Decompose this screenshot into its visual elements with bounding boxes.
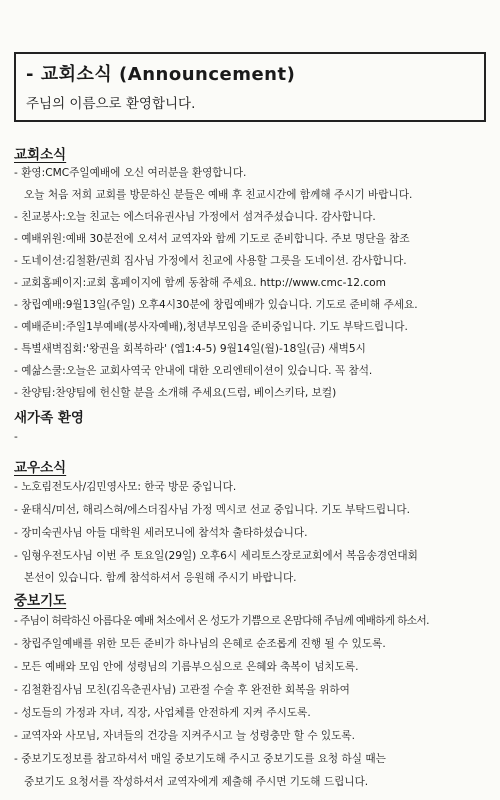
member-news-line: - 노호림전도사/김민영사모: 한국 방문 중입니다. xyxy=(14,481,237,493)
intercession-line: - 모든 예배와 모임 안에 성령님의 기름부으심으로 은혜와 축복이 넘치도록. xyxy=(14,661,359,673)
intercession-line: - 주님이 허락하신 아름다운 예배 처소에서 온 성도가 기쁨으로 온맘다해 주님께 예배하게 하소서. xyxy=(14,615,429,627)
intercession-line: - 김철환집사님 모친(김옥춘권사님) 고관절 수술 후 완전한 회복을 위하여 xyxy=(14,684,350,696)
section-title-new-family: 새가족 환영 xyxy=(14,410,84,426)
intercession-line: - 창립주일예배를 위한 모든 준비가 하나님의 은혜로 순조롭게 진행 될 수 있도록. xyxy=(14,638,386,650)
member-news-line: - 윤태식/미선, 해리스혀/에스더집사님 가정 멕시코 선교 중입니다. 기도 부탁드립니다. xyxy=(14,504,410,516)
church-news-line: - 찬양팀:찬양팀에 헌신할 분을 소개해 주세요(드럼, 베이스키타, 보컬) xyxy=(14,387,337,399)
church-news-line: - 예배준비:주일1부예배(봉사자예배),청년부모임을 준비중입니다. 기도 부탁드립니다. xyxy=(14,321,408,333)
section-title-church-news: 교회소식 xyxy=(14,147,67,163)
intercession-line: - 성도들의 가정과 자녀, 직장, 사업체를 안전하게 지켜 주시도록. xyxy=(14,707,311,719)
church-news-line: - 도네이션:김철환/권희 집사님 가정에서 친교에 사용할 그릇을 도네이션. 감사합니다. xyxy=(14,255,407,267)
church-news-line: - 특별새벽집회:'왕권을 회복하라' (엡1:4-5) 9월14일(월)-18일(금) 새벽5시 xyxy=(14,343,366,355)
member-news-line: 본선이 있습니다. 함께 참석하셔서 응원해 주시기 바랍니다. xyxy=(24,572,297,584)
welcome-subtitle: 주님의 이름으로 환영합니다. xyxy=(26,96,196,112)
section-title-intercession: 중보기도 xyxy=(14,593,67,609)
section-title-member-news: 교우소식 xyxy=(14,460,67,476)
page-title: - 교회소식 (Announcement) xyxy=(26,64,296,85)
intercession-line: - 교역자와 사모님, 자녀들의 건강을 지켜주시고 늘 성령충만 할 수 있도록. xyxy=(14,730,356,742)
church-news-line: - 친교봉사:오늘 친교는 에스더유권사님 가정에서 섬겨주셨습니다. 감사합니다. xyxy=(14,211,376,223)
church-news-line: - 교회홈페이지:교회 홈페이지에 함께 동참해 주세요. http://www.cmc-12.com xyxy=(14,277,386,289)
new-family-line: - xyxy=(14,431,18,443)
intercession-line: 중보기도 요청서를 작성하셔서 교역자에게 제출해 주시면 기도해 드립니다. xyxy=(24,776,369,788)
intercession-line: - 중보기도정보를 참고하셔서 매일 중보기도해 주시고 중보기도를 요청 하실 때는 xyxy=(14,753,386,765)
member-news-line: - 임형우전도사님 이번 주 토요일(29일) 오후6시 세리토스장로교회에서 복음송경연대회 xyxy=(14,550,418,562)
church-news-line: - 환영:CMC주일예배에 오신 여러분을 환영합니다. xyxy=(14,167,247,179)
member-news-line: - 장미숙권사님 아들 대학원 세러모니에 참석차 출타하셨습니다. xyxy=(14,527,308,539)
church-news-line: 오늘 처음 저희 교회를 방문하신 분들은 예배 후 친교시간에 함께해 주시기 바랍니다. xyxy=(24,189,413,201)
announcement-header-box xyxy=(14,52,486,122)
church-news-line: - 예삶스쿨:오늘은 교회사역국 안내에 대한 오리엔테이션이 있습니다. 꼭 참석. xyxy=(14,365,373,377)
church-news-line: - 창립예배:9월13일(주일) 오후4시30분에 창립예배가 있습니다. 기도로 준비해 주세요. xyxy=(14,299,418,311)
church-news-line: - 예배위원:예배 30분전에 오셔서 교역자와 함께 기도로 준비합니다. 주보 명단을 참조 xyxy=(14,233,410,245)
